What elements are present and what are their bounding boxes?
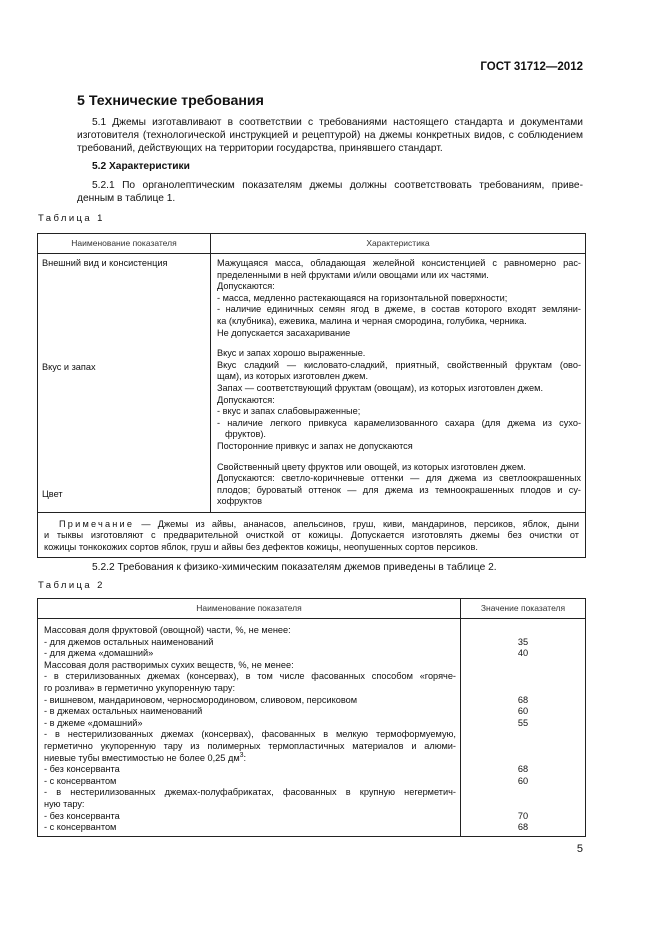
cell-line: Не допускается засахаривание <box>217 327 351 338</box>
note-line: кожицы тонкокожих сортов яблок, груш и айвы без дефектов кожицы, неопушенных сортов персиков. <box>44 542 478 553</box>
indicator-names <box>38 619 461 837</box>
paragraph-line: изготовителя (технологической инструкцией и рецептурой) на джемы конкретных видов, с соблюдением <box>77 130 583 142</box>
value-cell: 40 <box>517 648 529 659</box>
note-label: Примечание <box>59 518 135 529</box>
cell-line: Допускаются: светло-коричневые оттенки — для джема из светлоокрашенных <box>217 473 581 484</box>
cell-line: ка (клубника), ежевика, малина и черная смородина, голубика, черника. <box>217 315 527 326</box>
paragraph-5-1 <box>77 116 583 156</box>
note-line: и тыквы изготовляют с предварительной очисткой от кожицы. Допускается изготовлять джемы без очистки от <box>44 530 579 541</box>
value-cell: 60 <box>517 775 529 786</box>
value-cell: 35 <box>517 636 529 647</box>
indicator-line: - без консерванта <box>44 764 120 775</box>
indicator-line: го розлива» в герметично укупоренную тару: <box>44 682 236 693</box>
table-row <box>38 254 586 513</box>
indicator-line: - с консервантом <box>44 775 117 786</box>
cell-line: плодов; буроватый оттенок — для джема из темноокрашенных плодов и су- <box>217 484 581 495</box>
table-row <box>38 619 586 837</box>
page-number: 5 <box>576 843 583 855</box>
document-code: ГОСТ 31712—2012 <box>480 61 583 73</box>
paragraph-line: 5.1 Джемы изготавливают в соответствии с требованиями настоящего стандарта и документами <box>92 117 583 128</box>
cell-line: Вкус сладкий — кисловато-сладкий, приятный, свойственный фруктам (ово- <box>217 359 581 370</box>
cell-line: - вкус и запах слабовыраженные; <box>217 406 361 417</box>
table-2 <box>37 598 586 837</box>
characteristic-block <box>217 258 581 339</box>
cell-line: - наличие единичных семян ягод в джеме, в состав которого входят земляни- <box>217 304 581 315</box>
characteristic-block <box>217 462 581 508</box>
cell-line: пределенными в ней фруктами и/или овощами или их частями. <box>217 269 489 280</box>
indicator-line: герметично укупоренную тару из полимерных термопластичных материалов и алюми- <box>44 740 456 751</box>
indicator-line: - с консервантом <box>44 822 117 833</box>
paragraph-line: денным в таблице 1. <box>77 193 176 205</box>
indicator-line: - в стерилизованных джемах (консервах), в том числе фасованных способом «горяче- <box>44 671 456 682</box>
cell-line: щам), из которых изготовлен джем. <box>217 371 369 382</box>
indicator-line: Массовая доля растворимых сухих веществ, %, не менее: <box>44 659 294 670</box>
value-cell: 55 <box>517 717 529 728</box>
column-header: Наименование показателя <box>38 234 211 254</box>
column-header: Наименование показателя <box>38 599 461 619</box>
cell-line: - масса, медленно растекающаяся на горизонтальной поверхности; <box>217 292 508 303</box>
paragraph-line: 5.2.1 По органолептическим показателям джемы должны соответствовать требованиям, приве- <box>92 180 583 191</box>
value-cell: 60 <box>517 706 529 717</box>
note-line: — Джемы из айвы, ананасов, апельсинов, груш, киви, мандаринов, персиков, яблок, дыни <box>141 518 579 529</box>
cell-line: фруктов). <box>225 429 266 440</box>
paragraph-line: требований, действующих на территории государства, принявшего стандарт. <box>77 143 443 155</box>
table2-caption: Таблица 2 <box>38 580 105 591</box>
indicator-line: - в нестерилизованных джемах (консервах), фасованных в мелкую термоформуемую, <box>44 729 456 740</box>
indicator-line: - для джема «домашний» <box>44 648 154 659</box>
cell-line: Вкус и запах хорошо выраженные. <box>217 348 366 359</box>
cell-line: Посторонние привкус и запах не допускаются <box>217 440 413 451</box>
table-note <box>38 512 586 557</box>
value-cell: 68 <box>517 822 529 833</box>
cell-line: Мажущаяся масса, обладающая желейной консистенцией с равномерно рас- <box>217 258 581 268</box>
cell-line: Запах — соответствующий фруктам (овощам), из которых изготовлен джем. <box>217 382 544 393</box>
indicator-name: Цвет <box>42 489 63 500</box>
indicator-values <box>461 619 586 837</box>
paragraph-5-2-1 <box>77 179 583 205</box>
indicator-line: - вишневом, мандариновом, черносмородиновом, сливовом, персиковом <box>44 694 358 705</box>
cell-line: Допускаются: <box>217 394 275 405</box>
indicator-line: - в джеме «домашний» <box>44 717 143 728</box>
value-cell: 68 <box>517 694 529 705</box>
table-note-row <box>38 512 586 557</box>
table1-caption: Таблица 1 <box>38 213 105 224</box>
column-header: Значение показателя <box>461 599 586 619</box>
indicator-name: Внешний вид и консистенция <box>42 258 168 268</box>
indicator-line: - для джемов остальных наименований <box>44 636 214 647</box>
indicator-line: Массовая доля фруктовой (овощной) части, %, не менее: <box>44 625 291 635</box>
indicator-line: - без консерванта <box>44 810 120 821</box>
table-header-row <box>38 234 586 254</box>
table-1 <box>37 233 586 558</box>
value-cell: 68 <box>517 764 529 775</box>
cell-line: хофруктов <box>217 496 262 507</box>
indicator-line: - в джемах остальных наименований <box>44 706 203 717</box>
cell-line: - наличие легкого привкуса карамелизованного сахара (для джема из сухо- <box>217 417 581 428</box>
cell-line: Свойственный цвету фруктов или овощей, из которых изготовлен джем. <box>217 461 526 472</box>
subsection-title: 5.2 Характеристики <box>92 161 190 172</box>
indicator-line: - в нестерилизованных джемах-полуфабрикатах, фасованных в крупную негерметич- <box>44 787 456 798</box>
paragraph-5-2-2: 5.2.2 Требования к физико-химическим показателям джемов приведены в таблице 2. <box>92 562 497 573</box>
table-header-row <box>38 599 586 619</box>
section-title: 5 Технические требования <box>77 93 264 109</box>
characteristic-block <box>217 348 581 452</box>
value-cell: 70 <box>517 810 529 821</box>
indicator-line: ную тару: <box>44 798 85 809</box>
indicator-name: Вкус и запах <box>42 361 96 372</box>
cell-line: Допускаются: <box>217 281 275 292</box>
indicator-line: ниевые тубы вместимостью не более 0,25 $дм^3$: <box>44 751 247 763</box>
column-header: Характеристика <box>211 234 586 254</box>
